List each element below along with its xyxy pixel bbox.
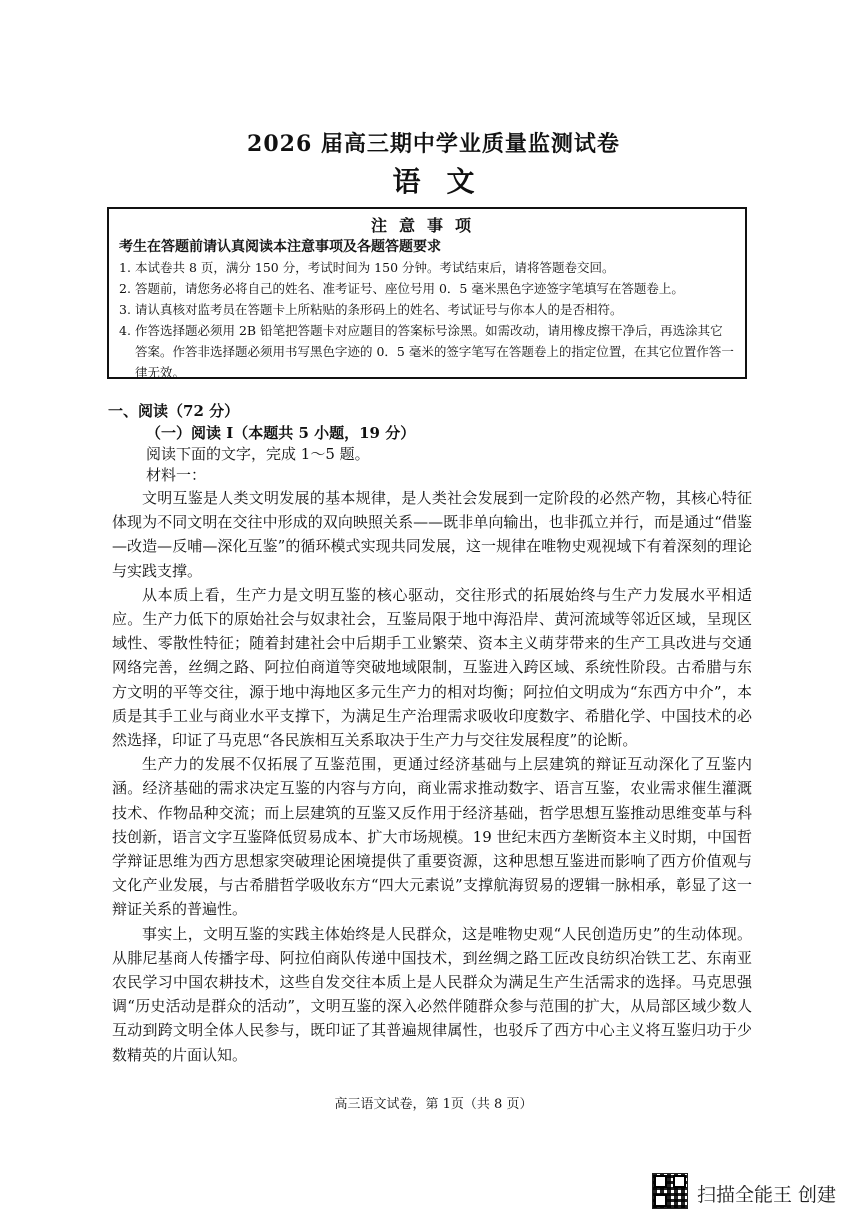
passage-paragraph: 文明互鉴是人类文明发展的基本规律，是人类社会发展到一定阶段的必然产物，其核心特征体现为不同文明在交往中形成的双向映照关系——既非单向输出，也非孤立并行，而是通过“借鉴—改造—反哺—深化互鉴”的循环模式实现共同发展，这一规律在唯物史观视域下有着深刻的理论与实践支撑。 (112, 489, 752, 580)
notice-item-number: 2. (119, 281, 131, 296)
passage-paragraph: 从本质上看，生产力是文明互鉴的核心驱动，交往形式的拓展始终与生产力发展水平相适应。生产力低下的原始社会与奴隶社会，互鉴局限于地中海沿岸、黄河流域等邻近区域，呈现区域性、零散性特征；随着封建社会中后期手工业繁荣、资本主义萌芽带来的生产工具改进与交通网络完善，丝绸之路、阿拉伯商道等突破地域限制，互鉴进入跨区域、系统性阶段。古希腊与东方文明的平等交往，源于地中海地区多元生产力的相对均衡；阿拉伯文明成为“东西方中介”，本质是其手工业与商业水平支撑下，为满足生产治理需求吸收印度数字、希腊化学、中国技术的必然选择，印证了马克思“各民族相互关系取决于生产力与交往发展程度”的论断。 (112, 585, 752, 750)
notice-item-number: 4. (119, 323, 131, 338)
qr-finder-icon (673, 1175, 686, 1188)
instruction-text: 阅读下面的文字，完成 1～5 题。 (146, 445, 370, 463)
notice-item-text: 作答选择题必须用 2B 铅笔把答题卡对应题目的答案标号涂黑。如需改动，请用橡皮擦干净后，再选涂其它答案。作答非选择题必须用书写黑色字迹的 0．5 毫米的签字笔写在答题卷上的指定位置，在其它位置作答一律无效。 (135, 323, 734, 380)
material-label: 材料一： (146, 466, 207, 484)
subject-title: 语文 (392, 165, 501, 198)
notice-item-number: 3. (119, 302, 131, 317)
notice-item (119, 320, 735, 383)
notice-title: 注意事项 (370, 216, 483, 235)
subsection-heading: （一）阅读 I（本题共 5 小题，19 分） (146, 424, 416, 442)
notice-lead: 考生在答题前请认真阅读本注意事项及各题答题要求 (119, 239, 441, 255)
notice-item-number: 1. (119, 260, 131, 275)
page-footer: 高三语文试卷，第 1页（共 8 页） (334, 1097, 533, 1112)
scanner-watermark: 扫描全能王 创建 (697, 1184, 837, 1206)
notice-item-text: 本试卷共 8 页，满分 150 分，考试时间为 150 分钟。考试结束后，请将答题卷交回。 (135, 260, 615, 275)
notice-item-text: 请认真核对监考员在答题卡上所粘贴的条形码上的姓名、考试证号与你本人的是否相符。 (135, 302, 623, 317)
notice-item (119, 299, 735, 320)
exam-title: 2026 届高三期中学业质量监测试卷 (247, 131, 620, 157)
qr-finder-icon (654, 1194, 667, 1207)
notice-box (107, 207, 747, 379)
reading-passage (112, 486, 752, 1067)
section-heading: 一、阅读（72 分） (108, 402, 240, 420)
passage-paragraph: 事实上，文明互鉴的实践主体始终是人民群众，这是唯物史观“人民创造历史”的生动体现。从腓尼基商人传播字母、阿拉伯商队传递中国技术，到丝绸之路工匠改良纺织冶铁工艺、东南亚农民学习中国农耕技术，这些自发交往本质上是人民群众为满足生产生活需求的选择。马克思强调“历史活动是群众的活动”，文明互鉴的深入必然伴随群众参与范围的扩大，从局部区域少数人互动到跨文明全体人民参与，既印证了其普遍规律属性，也驳斥了西方中心主义将互鉴归功于少数精英的片面认知。 (112, 924, 752, 1064)
qr-code-icon (652, 1173, 688, 1209)
notice-item (119, 278, 735, 299)
qr-finder-icon (654, 1175, 667, 1188)
passage-paragraph: 生产力的发展不仅拓展了互鉴范围，更通过经济基础与上层建筑的辩证互动深化了互鉴内涵。经济基础的需求决定互鉴的内容与方向，商业需求推动数字、语言互鉴，农业需求催生灌溉技术、作物品种交流；而上层建筑的互鉴又反作用于经济基础，哲学思想互鉴推动思维变革与科技创新，语言文字互鉴降低贸易成本、扩大市场规模。19 世纪末西方垄断资本主义时期，中国哲学辩证思维为西方思想家突破理论困境提供了重要资源，这种思想互鉴进而影响了西方价值观与文化产业发展，与古希腊哲学吸收东方“四大元素说”支撑航海贸易的逻辑一脉相承，彰显了这一辩证关系的普遍性。 (112, 755, 752, 919)
notice-item-text: 答题前，请您务必将自己的姓名、准考证号、座位号用 0．5 毫米黑色字迹签字笔填写在答题卷上。 (135, 281, 684, 296)
notice-item (119, 257, 735, 278)
